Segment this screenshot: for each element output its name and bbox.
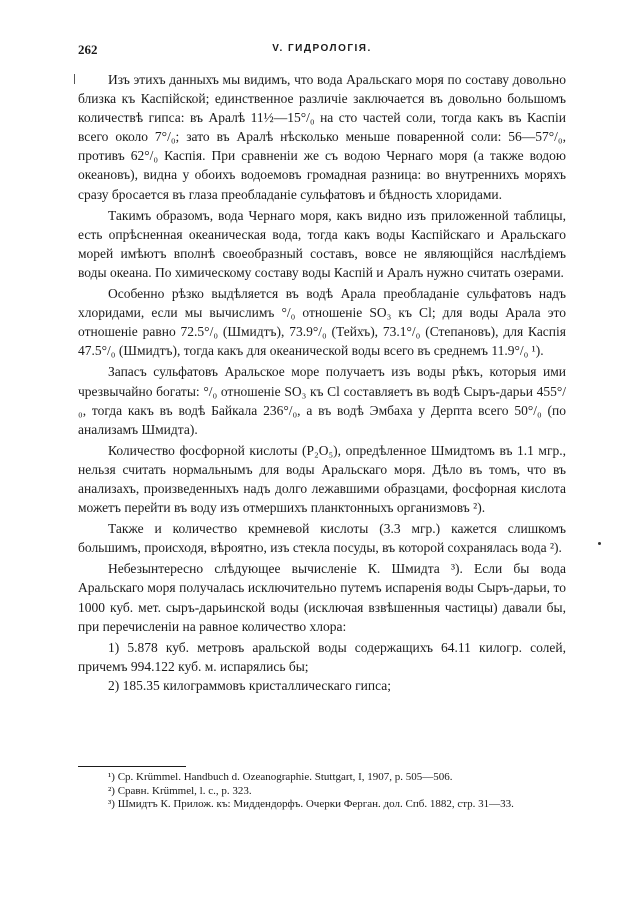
- running-head: V. ГИДРОЛОГІЯ.: [272, 43, 372, 54]
- paragraph-4: Запасъ сульфатовъ Аральское море получаетъ изъ воды рѣкъ, которыя ими чрезвычайно богаты: °/₀ отношеніе SO₃ къ Cl составляетъ въ водѣ Сыръ-дарьи 455°/₀, тогда какъ въ водѣ Байкала 236°/₀, а въ водѣ Эмбаха у Дерпта всего 50°/₀ (по анализамъ Шмидта).: [78, 364, 566, 437]
- footnotes: [78, 771, 566, 812]
- list-item-1: 1) 5.878 куб. метровъ аральской воды содержащихъ 64.11 килогр. солей, причемъ 994.122 куб. м. испарялись бы;: [78, 639, 566, 674]
- footnote-1: ¹) Ср. Krümmel. Handbuch d. Ozeanographie. Stuttgart, I, 1907, p. 505—506.: [108, 771, 453, 783]
- page-number: 262: [78, 42, 98, 57]
- list-item-2: 2) 185.35 килограммовъ кристаллическаго гипса;: [108, 677, 391, 693]
- paragraph-3: Особенно рѣзко выдѣляется въ водѣ Арала преобладаніе сульфатовъ надъ хлоридами, если мы вычислимъ °/₀ отношеніе SO₃ къ Cl; для воды Арала это отношеніе равно 72.5°/₀ (Шмидтъ), 73.9°/₀ (Тейхъ), 73.1°/₀ (Степановъ), для Каспія 47.5°/₀ (Шмидтъ), тогда какъ для океанической воды всего въ среднемъ 11.9°/₀ ¹).: [78, 286, 566, 359]
- footnote-rule: [78, 766, 186, 767]
- page-header: [78, 42, 566, 62]
- margin-dot: [598, 542, 601, 545]
- paragraph-7: Небезынтересно слѣдующее вычисленіе К. Шмидта ³). Если бы вода Аральскаго моря получалась исключительно путемъ испаренія воды Сыръ-дарьи, то 1000 куб. мет. сыръ-дарьинской воды (исключая взвѣшенныя частицы) давали бы, при перечисленіи на равное количество хлора:: [78, 561, 566, 634]
- paragraph-1: Изъ этихъ данныхъ мы видимъ, что вода Аральскаго моря по составу довольно близка къ Каспійской; единственное различіе заключается въ довольно большомъ количествѣ гипса: въ Аралѣ 11½—15°/₀ на сто частей соли, тогда какъ въ Каспіи всего около 7°/₀; зато въ Аралѣ нѣсколько меньше поваренной соли: 56—57°/₀, противъ 62°/₀ Каспія. При сравненіи же съ водою Чернаго моря (а также водою океановъ), видна у обоихъ водоемовъ громадная разница: во внутреннихъ моряхъ сразу бросается въ глаза преобладаніе сульфатовъ и бѣдность хлоридами.: [78, 72, 566, 202]
- body-text: [78, 70, 566, 695]
- paragraph-2: Такимъ образомъ, вода Чернаго моря, какъ видно изъ приложенной таблицы, есть опрѣсненная океаническая вода, тогда какъ воды Каспійскаго и Аральскаго морей имѣютъ вполнѣ своеобразный составъ, вовсе не являющійся наслѣдіемъ воды океана. По химическому составу воды Каспій и Аралъ нужно считать озерами.: [78, 207, 566, 280]
- footnote-2: ²) Сравн. Krümmel, l. c., p. 323.: [108, 784, 252, 797]
- paragraph-5: Количество фосфорной кислоты (P₂O₅), опредѣленное Шмидтомъ въ 1.1 мгр., нельзя считать нормальнымъ для воды Аральскаго моря. Дѣло въ томъ, что въ анализахъ, произведенныхъ надъ долго лежавшими образцами, фосфорная кислота можетъ перейти въ воду изъ отмершихъ планктонныхъ организмовъ ²).: [78, 442, 566, 516]
- footnote-3: ³) Шмидтъ К. Прилож. къ: Миддендорфъ. Очерки Ферган. дол. Спб. 1882, стр. 31—33.: [108, 798, 514, 811]
- paragraph-6: Также и количество кремневой кислоты (3.3 мгр.) кажется слишкомъ большимъ, происходя, вѣроятно, изъ стекла посуды, въ которой сохранялась вода ²).: [78, 521, 566, 556]
